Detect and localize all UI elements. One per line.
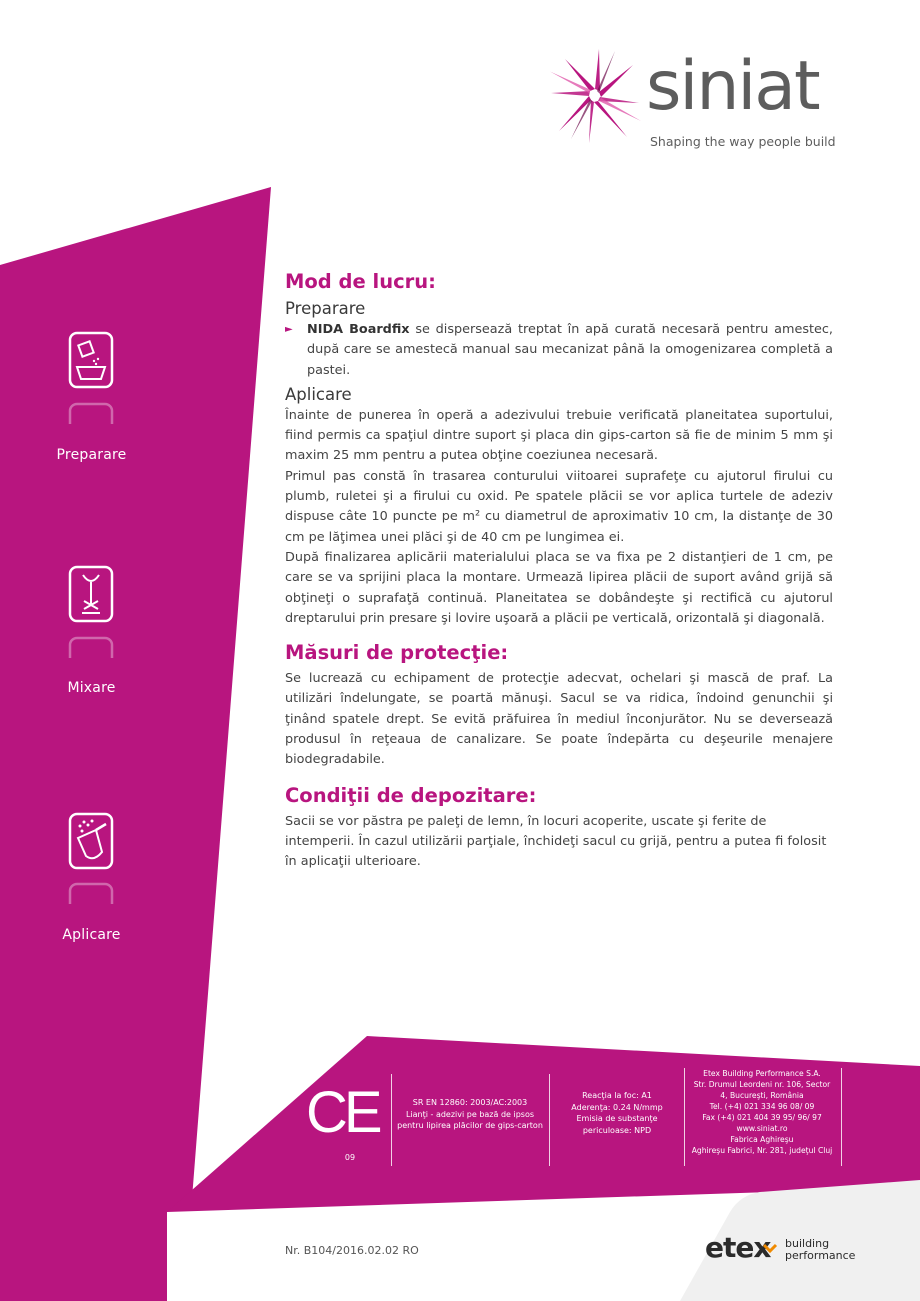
mixer-drill-icon bbox=[68, 565, 114, 623]
property-line: Reacţia la foc: A1 bbox=[582, 1091, 652, 1100]
bullet-arrow-icon: ► bbox=[285, 324, 293, 335]
main-content bbox=[285, 268, 833, 873]
footer-divider bbox=[549, 1074, 550, 1166]
ce-number: 09 bbox=[344, 1153, 356, 1162]
etex-building-text: building bbox=[785, 1237, 830, 1250]
siniat-tagline: Shaping the way people build bbox=[650, 134, 836, 149]
depozitare-paragraph: Sacii se vor păstra pe paleţi de lemn, în locuri acoperite, uscate şi ferite de intemperii. În cazul utilizării parţiale, închideţi sacul cu grijă, pentru a putea fi folosit în aplicaţii ulterioare. bbox=[285, 813, 827, 870]
company-line: Str. Drumul Leordeni nr. 106, Sector bbox=[693, 1080, 831, 1089]
standard-line: Lianţi - adezivi pe bază de ipsos bbox=[405, 1109, 535, 1119]
section-title-masuri-de-protectie: Măsuri de protecţie: bbox=[285, 641, 509, 665]
masuri-paragraph: Se lucrează cu echipament de protecţie adecvat, ochelari şi mască de praf. La utilizări îndelungate, se poartă mănuşi. Sacul se va ridica, îndoind genunchii şi ţinând spatele drept. Se evită prăfuirea în mediul înconjurător. Nu se deversează produsul în reţeaua de canalizare. Se poate îndepărta cu deşeurile menajere biodegradabile. bbox=[285, 671, 833, 768]
sidebar-label: Aplicare bbox=[62, 927, 121, 943]
property-line: periculoase: NPD bbox=[582, 1125, 652, 1135]
footer-divider bbox=[391, 1074, 392, 1166]
standard-line: SR EN 12860: 2003/AC:2003 bbox=[412, 1098, 528, 1107]
preparare-bullet bbox=[285, 320, 833, 381]
section-title-mod-de-lucru: Mod de lucru: bbox=[285, 270, 436, 293]
sidebar-label: Preparare bbox=[56, 447, 127, 463]
etex-wordmark: etex bbox=[705, 1231, 771, 1264]
product-name: NIDA Boardfix bbox=[307, 322, 410, 337]
standard-line: pentru lipirea plăcilor de gips-carton bbox=[397, 1121, 543, 1130]
etex-chevron-icon bbox=[762, 1243, 778, 1257]
footer-divider bbox=[684, 1068, 685, 1166]
etex-performance-text: performance bbox=[785, 1249, 856, 1262]
company-line: Fax (+4) 021 404 39 95/ 96/ 97 bbox=[702, 1113, 822, 1122]
sidebar-label: Mixare bbox=[67, 680, 116, 696]
company-line: www.siniat.ro bbox=[736, 1124, 788, 1133]
footer-company bbox=[686, 1068, 838, 1156]
aplicare-paragraph-1: Înainte de punerea în operă a adezivului trebuie verificată planeitatea suportului, fiind permis ca spaţiul dintre suport şi placa din gips-carton să fie de minim 5 mm şi maxim 25 mm pentru a putea obţine coeziunea necesară. bbox=[285, 407, 833, 464]
property-line: Emisia de substanţe bbox=[576, 1114, 658, 1123]
siniat-star-icon bbox=[550, 45, 650, 145]
magenta-side-band bbox=[0, 187, 271, 1301]
company-line: Tel. (+4) 021 334 96 08/ 09 bbox=[709, 1102, 815, 1111]
company-line: Fabrica Aghireşu bbox=[730, 1135, 794, 1144]
etex-logo bbox=[705, 1230, 865, 1270]
footer-divider bbox=[841, 1068, 842, 1166]
ce-mark: CE bbox=[306, 1080, 379, 1145]
aplicare-paragraph-3: După finalizarea aplicării materialului placa se va fixa pe 2 distanţieri de 1 cm, pe care se va sprijini placa la montare. Urmează lipirea plăcii de suport având grijă să obţineţi o suprafaţă continuă. Planeitatea se dobândeşte şi rectifică cu ajutorul dreptarului prin presare şi lovire uşoară a plăcii pe verticală, orizontală şi diagonală. bbox=[285, 549, 833, 626]
property-line: Aderenţa: 0.24 N/mmp bbox=[571, 1102, 663, 1112]
footer-standard bbox=[395, 1097, 545, 1132]
subsection-title-preparare: Preparare bbox=[285, 299, 366, 318]
footer-properties bbox=[553, 1090, 681, 1136]
section-title-conditii-de-depozitare: Condiţii de depozitare: bbox=[285, 783, 537, 807]
trowel-icon bbox=[68, 812, 114, 870]
siniat-logo bbox=[550, 45, 850, 155]
company-line: Aghireşu Fabrici, Nr. 281, judeţul Cluj bbox=[691, 1146, 833, 1155]
bowl-mixing-reflection-icon bbox=[68, 402, 114, 424]
siniat-wordmark: siniat bbox=[646, 47, 819, 126]
preparare-text: se dispersează treptat în apă curată necesară pentru amestec, după care se amestecă manual sau mecanizat până la omogenizarea completă a pastei. bbox=[307, 322, 833, 378]
document-number: Nr. B104/2016.02.02 RO bbox=[285, 1244, 419, 1257]
aplicare-paragraph-2: Primul pas constă în trasarea conturului viitoarei suprafeţe cu ajutorul firului cu plumb, ruletei şi a firului cu oxid. Pe spatele plăcii se vor aplica turtele de adeziv dispuse câte 10 puncte pe m² cu diametrul de aproximativ 10 cm, la distanţe de 30 cm pe lăţimea unei plăci şi de 40 cm pe lungimea ei. bbox=[285, 468, 833, 545]
trowel-reflection-icon bbox=[68, 882, 114, 904]
bowl-mixing-icon bbox=[68, 331, 114, 389]
company-line: Etex Building Performance S.A. bbox=[703, 1069, 821, 1078]
mixer-drill-reflection-icon bbox=[68, 636, 114, 658]
subsection-title-aplicare: Aplicare bbox=[285, 384, 352, 404]
company-line: 4, Bucureşti, România bbox=[720, 1091, 804, 1100]
